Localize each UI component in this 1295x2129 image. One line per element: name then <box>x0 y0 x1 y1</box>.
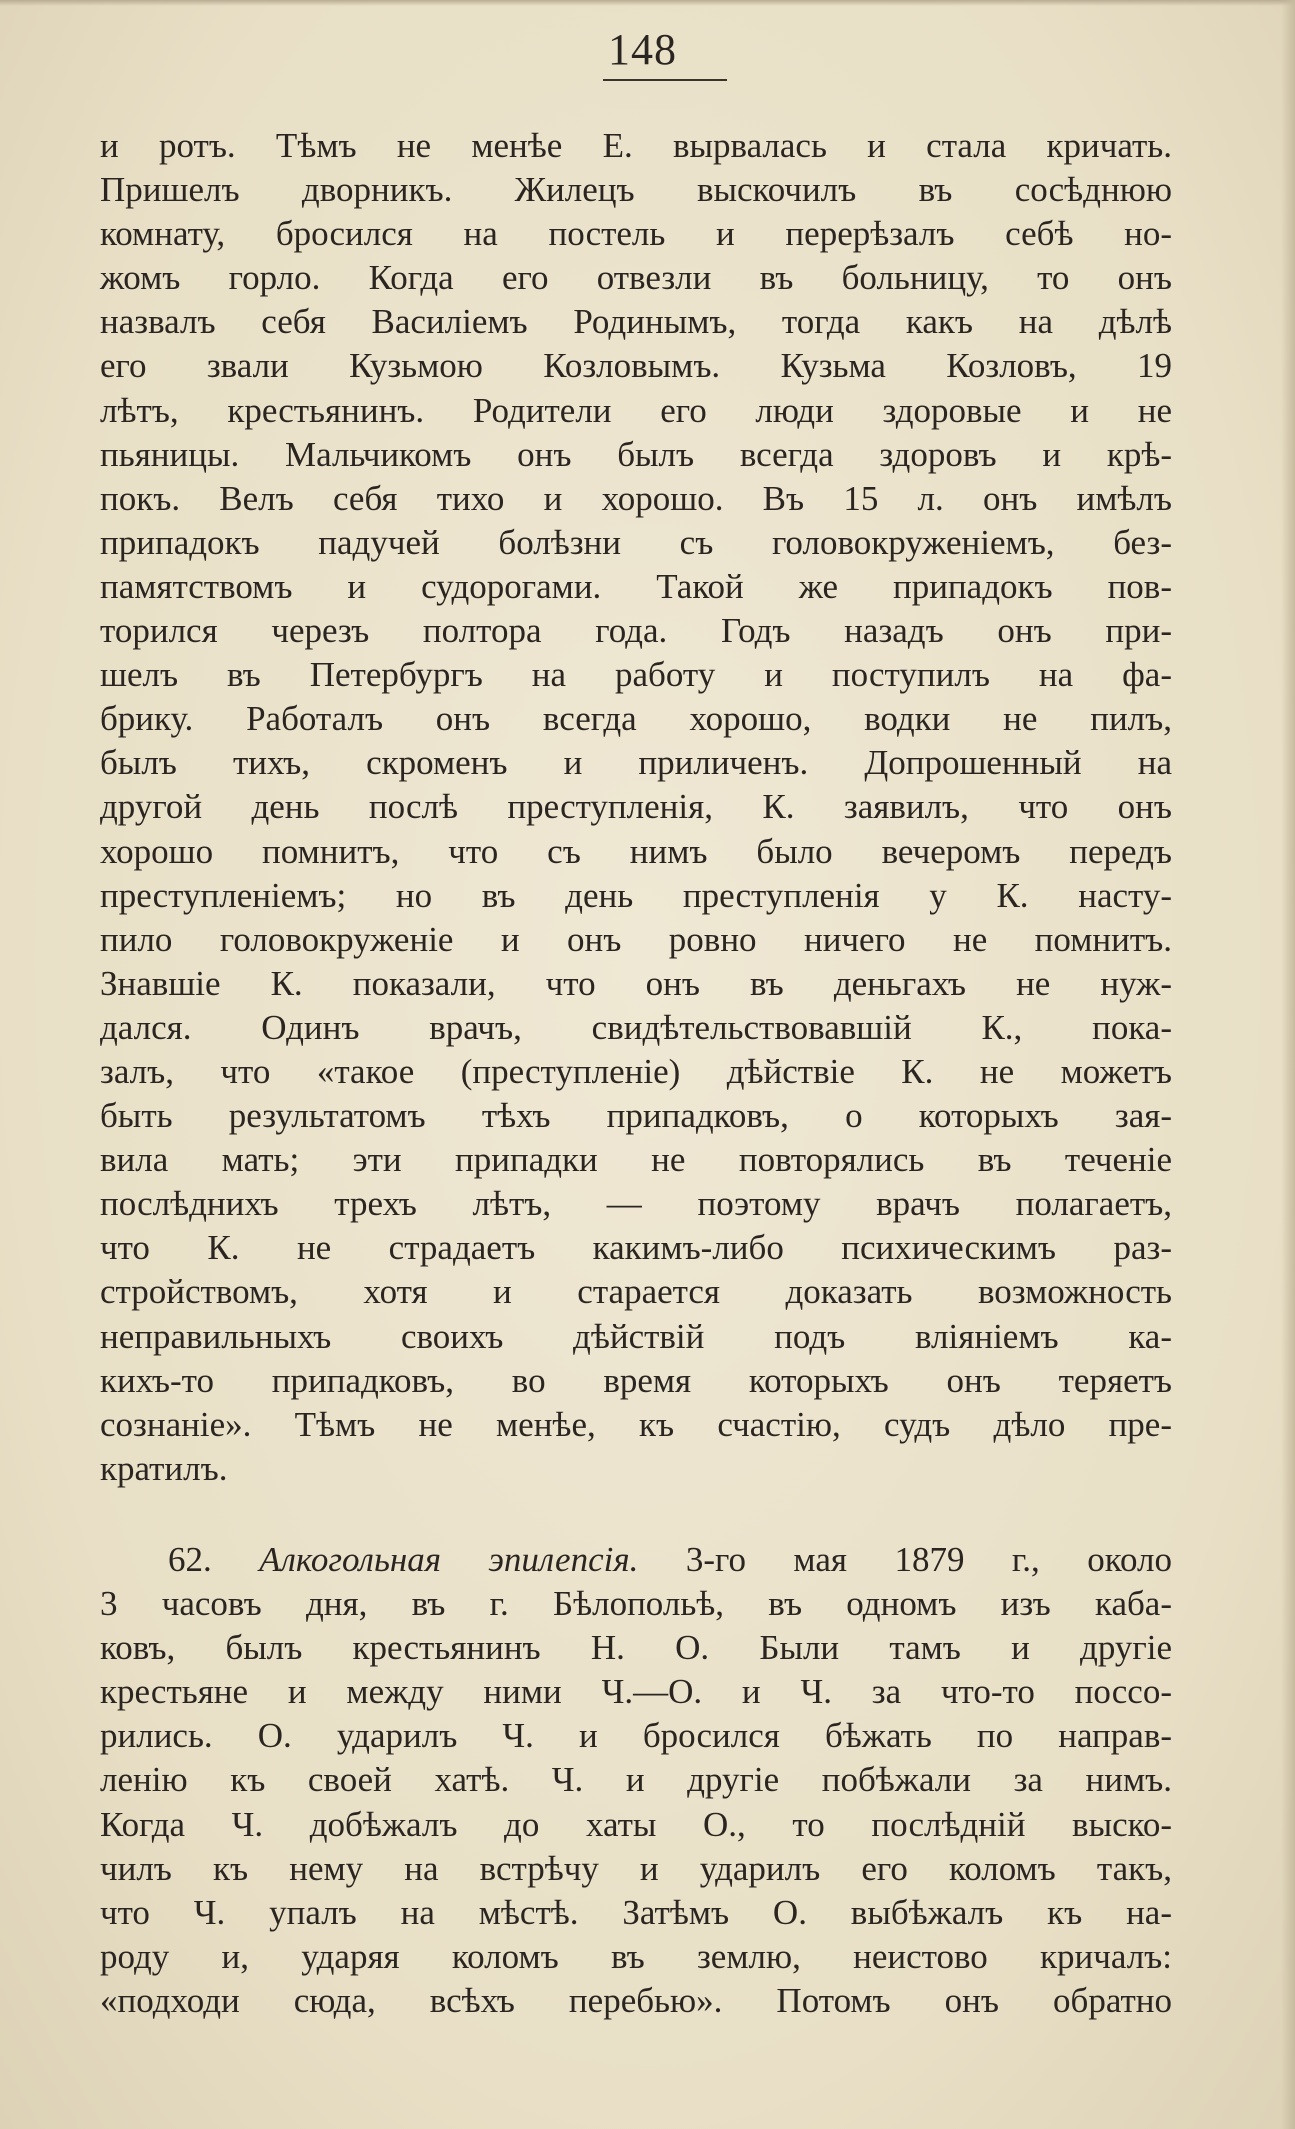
paragraph-line: 3 часовъ дня, въ г. Бѣлопольѣ, въ одномъ изъ каба- <box>100 1584 1172 1624</box>
paragraph-line: пьяницы. Мальчикомъ онъ былъ всегда здоровъ и крѣ- <box>100 434 1172 474</box>
paragraph-line: кихъ-то припадковъ, во время которыхъ онъ теряетъ <box>100 1360 1172 1400</box>
paragraph-line: быть результатомъ тѣхъ припадковъ, о которыхъ зая- <box>100 1096 1172 1136</box>
paragraph-line: стройствомъ, хотя и старается доказать возможность <box>100 1272 1172 1312</box>
paragraph-line: назвалъ себя Василіемъ Родинымъ, тогда какъ на дѣлѣ <box>100 302 1172 342</box>
paragraph-line: шелъ въ Петербургъ на работу и поступилъ на фа- <box>100 655 1172 695</box>
paragraph-line: покъ. Велъ себя тихо и хорошо. Въ 15 л. онъ имѣлъ <box>100 478 1172 518</box>
paragraph-line: припадокъ падучей болѣзни съ головокруженіемъ, без- <box>100 522 1172 562</box>
paragraph-line: и ротъ. Тѣмъ не менѣе Е. вырвалась и стала кричать. <box>100 126 1172 165</box>
case-number: 62. <box>168 1540 212 1579</box>
paragraph-line <box>100 1538 1172 1582</box>
paragraph-line: его звали Кузьмою Козловымъ. Кузьма Козловъ, 19 <box>100 346 1172 386</box>
paragraph-line: что Ч. упалъ на мѣстѣ. Затѣмъ О. выбѣжалъ къ на- <box>100 1892 1172 1932</box>
paragraph-line: хорошо помнитъ, что съ нимъ было вечеромъ передъ <box>100 831 1172 871</box>
page-top-edge-shadow <box>0 0 1295 6</box>
paragraph-line: вила мать; эти припадки не повторялись въ теченіе <box>100 1140 1172 1180</box>
paragraph-line: пило головокруженіе и онъ ровно ничего не помнитъ. <box>100 919 1172 959</box>
paragraph-line: преступленіемъ; но въ день преступленія у К. насту- <box>100 875 1172 915</box>
paragraph-line: брику. Работалъ онъ всегда хорошо, водки не пилъ, <box>100 699 1172 739</box>
paragraph-line: жомъ горло. Когда его отвезли въ больницу, то онъ <box>100 258 1172 298</box>
paragraph-line: Когда Ч. добѣжалъ до хаты О., то послѣдній выско- <box>100 1804 1172 1844</box>
paragraph-line: ковъ, былъ крестьянинъ Н. О. Были тамъ и другіе <box>100 1628 1172 1668</box>
paragraph-line: рились. О. ударилъ Ч. и бросился бѣжать по направ- <box>100 1716 1172 1756</box>
case-title: Алкогольная эпилепсія. <box>259 1540 639 1579</box>
paragraph-case-62 <box>100 1538 1172 2023</box>
paragraph-line: роду и, ударяя коломъ въ землю, неистово кричалъ: <box>100 1936 1172 1976</box>
paragraph-line: кратилъ. <box>100 1448 228 1488</box>
paragraph-line: Знавшіе К. показали, что онъ въ деньгахъ не нуж- <box>100 963 1172 1003</box>
page-number: 148 <box>608 25 677 74</box>
paragraph-line: былъ тихъ, скроменъ и приличенъ. Допрошенный на <box>100 743 1172 783</box>
page-right-edge-shadow <box>1281 0 1295 2129</box>
paragraph-line: чилъ къ нему на встрѣчу и ударилъ его коломъ такъ, <box>100 1848 1172 1888</box>
paragraph-line: залъ, что «такое (преступленіе) дѣйствіе К. не можетъ <box>100 1051 1172 1091</box>
paragraph-line: «подходи сюда, всѣхъ перебью». Потомъ онъ обратно <box>100 1980 1172 2020</box>
paragraph-line: Пришелъ дворникъ. Жилецъ выскочилъ въ сосѣднюю <box>100 170 1172 210</box>
paragraph-line: что К. не страдаетъ какимъ-либо психическимъ раз- <box>100 1228 1172 1268</box>
paragraph-line: другой день послѣ преступленія, К. заявилъ, что онъ <box>100 787 1172 827</box>
paragraph-line: памятствомъ и судорогами. Такой же припадокъ пов- <box>100 566 1172 606</box>
case-first-line-text: 3-го мая 1879 г., около <box>685 1540 1173 1579</box>
paragraph-line: неправильныхъ своихъ дѣйствій подъ вліяніемъ ка- <box>100 1316 1172 1356</box>
page-number-underline <box>603 79 727 81</box>
paragraph-line: сознаніе». Тѣмъ не менѣе, къ счастію, судъ дѣло пре- <box>100 1404 1172 1444</box>
paragraph-case-61-continuation <box>100 124 1172 1491</box>
paragraph-line: дался. Одинъ врачъ, свидѣтельствовавшій К., пока- <box>100 1007 1172 1047</box>
paragraph-line: комнату, бросился на постель и перерѣзалъ себѣ но- <box>100 214 1172 254</box>
paragraph-line: послѣднихъ трехъ лѣтъ, — поэтому врачъ полагаетъ, <box>100 1184 1172 1224</box>
paragraph-line: крестьяне и между ними Ч.—О. и Ч. за что-то поссо- <box>100 1672 1172 1712</box>
paragraph-line: торился черезъ полтора года. Годъ назадъ онъ при- <box>100 611 1172 651</box>
paragraph-line: ленію къ своей хатѣ. Ч. и другіе побѣжали за нимъ. <box>100 1760 1172 1800</box>
paragraph-line: лѣтъ, крестьянинъ. Родители его люди здоровые и не <box>100 390 1172 430</box>
